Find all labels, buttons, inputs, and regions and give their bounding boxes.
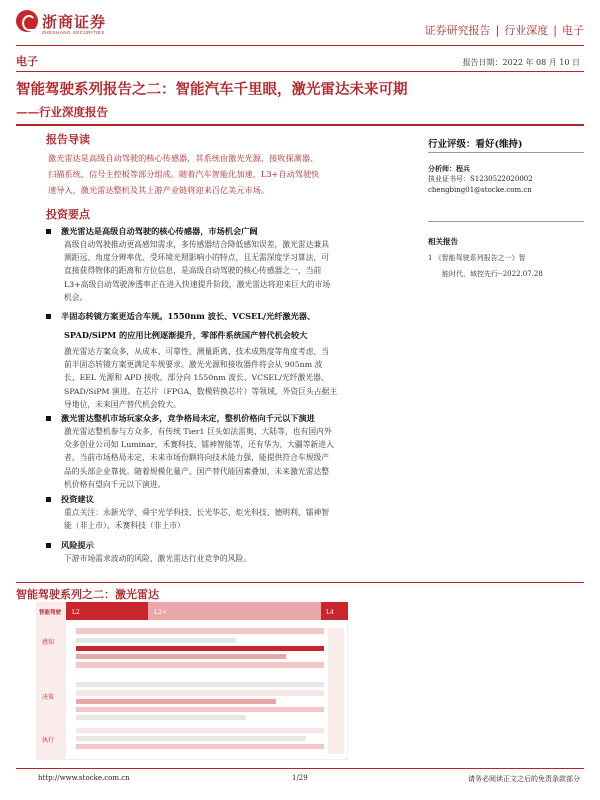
point-body-line: L3+高级自动驾驶渗透率正在进入快速提升阶段，激光雷达将迎来巨大的市场: [64, 279, 331, 289]
points-heading: 投资要点: [46, 208, 90, 221]
report-type-nav: 证券研究报告 | 行业深度 | 电子: [424, 24, 584, 37]
related-heading: 相关报告: [428, 237, 458, 246]
square-bullet-icon: [46, 416, 51, 421]
stage-arrow-l2plus: [148, 602, 327, 620]
point-body-line: 下游市场需求波动的风险、激光雷达行业竞争的风险。: [64, 554, 252, 563]
logo-icon: [16, 10, 38, 32]
square-bullet-icon: [46, 543, 51, 548]
point-body-line: 激光雷达方案众多，从成本、可靠性、测量距离、技术成熟度等角度考虑，当: [64, 347, 330, 356]
point-body-line: 品的头部企业靠拢。随着规模化量产、国产替代能因素叠加，未来激光雷达整: [64, 466, 330, 476]
col-label-l4: L4: [326, 609, 334, 616]
guide-line: 激光雷达是高级自动驾驶的核心传感器，其系统由激光光源、接收探测器、: [48, 153, 319, 163]
page-title: 智能驾驶系列报告之二：智能汽车千里眼，激光雷达未来可期: [16, 81, 408, 98]
related-report-line: 能时代，域控先行--2022.07.28: [442, 270, 543, 278]
point-body-line: 高级自动驾驶推动更高感知需求，多传感器结合降低感知误差，激光雷达兼具: [64, 240, 330, 249]
col-label-l2plus: L2+: [154, 609, 167, 616]
row-label-decision: 决策: [42, 694, 55, 701]
point-body-line: 前半固态转镜方案更满足车规要求。激光光源和接收器件将会从 905nm 波: [64, 360, 323, 370]
col-label-l2: L2: [72, 609, 80, 616]
page-subtitle: ——行业深度报告: [16, 105, 108, 119]
row-label-execution: 执行: [42, 737, 55, 744]
square-bullet-icon: [46, 497, 51, 502]
point-body-line: SPAD/SiPM 演进。在芯片（FPGA、数模转换芯片）等领域，外资巨头占据主: [64, 386, 338, 396]
nav-item-sector: 电子: [562, 24, 584, 37]
bar-9: [76, 707, 324, 712]
chart-divider: [16, 582, 584, 583]
point-item-3: [46, 411, 424, 491]
figure-title: 智能驾驶系列之二：激光雷达: [16, 588, 159, 601]
square-bullet-icon: [46, 314, 51, 319]
point-item-2: [46, 309, 424, 411]
guide-line: 速导入，激光雷达整机及其上游产业链将迎来百亿美元市场。: [48, 185, 270, 195]
nav-item-report: 证券研究报告: [424, 24, 491, 37]
header-divider: [16, 45, 584, 46]
section-label: 电子: [16, 55, 38, 68]
point-title: 半固态转镜方案更适合车规。1550nm 波长、VCSEL/光纤激光器、: [46, 309, 424, 323]
analyst-cert: 执业证书号：S1230522020002: [428, 175, 533, 183]
footer-url[interactable]: http://www.stocke.com.cn: [38, 774, 130, 782]
report-date: 报告日期：2022 年 08 月 10 日: [462, 58, 580, 67]
point-body-line: 机价格有望向千元以下演进。: [64, 479, 166, 489]
point-item-1: [46, 224, 424, 304]
point-body-line: 者。当前市场格局未定，未来市场份额将向技术能力强，能提供符合车规级产: [64, 453, 330, 463]
sidebar-divider: [428, 221, 584, 222]
point-title: 投资建议: [46, 492, 424, 506]
title-divider: [16, 124, 584, 126]
related-report-link[interactable]: [428, 250, 588, 282]
bar-4: [76, 654, 286, 659]
bar-2: [76, 638, 236, 643]
point-item-5: [46, 538, 424, 565]
point-body-line: 激光雷达整机参与方众多，有传统 Tier1 巨头如法雷奥、大陆等，也有国内外: [64, 427, 332, 436]
footer-divider: [16, 768, 584, 769]
bar-13: [76, 744, 324, 749]
bar-10: [76, 715, 246, 720]
row-label-perception: 感知: [42, 639, 55, 646]
point-body-line: 导地位，未来国产替代机会较大。: [64, 399, 181, 409]
bar-5: [76, 662, 324, 668]
point-body-line: 重点关注：永新光学、舜宇光学科技、长光华芯、炬光科技、德明利、镭神智: [64, 508, 330, 517]
bar-3: [76, 646, 324, 651]
point-title: 风险提示: [46, 538, 424, 552]
disclaimer-note: 请务必阅读正文之后的免责条款部分: [468, 775, 580, 783]
bar-1: [76, 628, 324, 634]
point-item-4: [46, 492, 424, 532]
guide-text: [48, 150, 418, 198]
point-title-cont: SPAD/SiPM 的应用比例逐渐提升，零部件系统国产替代机会较大: [64, 330, 308, 340]
page-number: 1/29: [292, 774, 308, 782]
square-bullet-icon: [46, 229, 51, 234]
analyst-email[interactable]: chengbing01@stocke.com.cn: [428, 186, 532, 194]
point-body-line: 测距远、角度分辨率优、受环境光照影响小的特点，且无需深度学习算法，可: [64, 253, 330, 263]
brand-name-en: ZHESHANG SECURITIES: [42, 30, 105, 35]
point-body-line: 直接获得物体的距离和方位信息，是高级自动驾驶的核心传感器之一，当前: [64, 266, 322, 276]
point-body-line: 机会。: [64, 292, 88, 302]
analyst-name: 分析师：程兵: [428, 164, 470, 173]
bar-8: [76, 699, 276, 704]
col-head: 智能驾驶: [39, 610, 62, 616]
bar-11: [76, 728, 324, 733]
sidebar-divider: [428, 152, 584, 153]
point-title: 激光雷达整机市场玩家众多，竞争格局未定，整机价格向千元以下演进: [46, 411, 424, 425]
l4-column: [328, 628, 344, 754]
brand-name: 浙商证券: [42, 13, 107, 31]
point-body-line: 长、EEL 光源和 APD 接收，部分向 1550nm 波长、VCSEL/光纤激光器、: [64, 373, 329, 383]
related-report-line: 1 《智能驾驶系列报告之一》智: [428, 254, 526, 262]
point-title: 激光雷达是高级自动驾驶的核心传感器，市场机会广阔: [46, 224, 424, 238]
bar-12: [76, 736, 306, 741]
industry-rating: 行业评级：看好(维持): [428, 139, 523, 150]
point-body-line: 能（非上市）、禾赛科技（非上市）: [64, 521, 185, 531]
section-divider: [16, 71, 584, 72]
bar-7: [76, 690, 324, 696]
guide-line: 扫描系统、信号主控板等部分组成。随着汽车智能化加速，L3+自动驾驶快: [48, 169, 320, 179]
figure-diagram: [36, 602, 348, 760]
guide-heading: 报告导读: [46, 133, 90, 146]
point-body-line: 众多创业公司如 Luminar、禾赛科技、镭神智能等，还有华为、大疆等新进入: [64, 440, 334, 450]
nav-item-depth: 行业深度: [504, 24, 549, 37]
bar-6: [76, 682, 324, 687]
